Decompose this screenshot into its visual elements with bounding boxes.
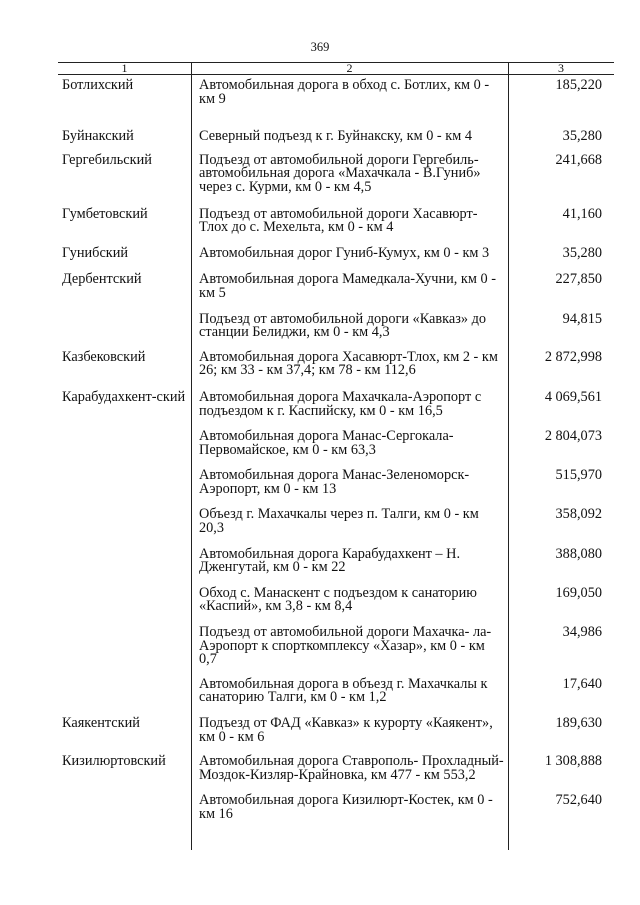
district-cell: Казбековский	[62, 348, 146, 365]
road-cell: Автомобильная дорога Манас-Зеленоморск- Аэропорт, км 0 - км 13	[199, 467, 470, 497]
table-row	[58, 244, 614, 261]
value-cell: 752,640	[555, 792, 602, 809]
value-cell: 35,280	[562, 244, 602, 261]
table-row	[58, 508, 614, 535]
value-cell: 94,815	[562, 310, 602, 327]
table-row	[58, 545, 614, 576]
road-cell: Подъезд от автомобильной дороги Гергебиль- автомобильная дорога «Махачкала - В.Гуниб» через с. Курми, км 0 - км 4,5	[199, 151, 481, 195]
district-cell: Гумбетовский	[62, 205, 148, 222]
table-row	[58, 675, 614, 706]
road-cell: Автомобильная дорога Карабудахкент – Н. Дженгутай, км 0 - км 22	[199, 545, 461, 576]
value-cell: 2 804,073	[544, 428, 602, 445]
road-cell: Подъезд от ФАД «Кавказ» к курорту «Каякент», км 0 - км 6	[199, 715, 493, 745]
value-cell: 227,850	[555, 271, 602, 288]
road-cell: Подъезд от автомобильной дороги Махачка- ла-Аэропорт к спорткомплексу «Хазар», км 0 - км 0,7	[199, 624, 492, 668]
value-cell: 189,630	[555, 715, 602, 731]
district-cell: Дербентский	[62, 271, 142, 288]
road-funding-table	[58, 62, 614, 858]
table-row	[58, 205, 614, 236]
table-row	[58, 469, 614, 496]
value-cell: 17,640	[562, 675, 602, 692]
district-cell: Каякентский	[62, 715, 140, 731]
table-row	[58, 348, 614, 379]
road-cell: Северный подъезд к г. Буйнакску, км 0 - км 4	[199, 128, 472, 145]
table-row	[58, 755, 614, 782]
table-row	[58, 151, 614, 195]
table-row	[58, 794, 614, 821]
road-cell: Автомобильная дорог Гуниб-Кумух, км 0 - км 3	[199, 244, 490, 261]
table-row	[58, 430, 614, 457]
value-cell: 35,280	[562, 128, 602, 145]
table-row	[58, 79, 614, 106]
table-body	[58, 79, 614, 822]
road-cell: Автомобильная дорога Махачкала-Аэропорт с подъездом к г. Каспийску, км 0 - км 16,5	[199, 388, 482, 419]
table-row	[58, 130, 614, 144]
value-cell: 169,050	[555, 584, 602, 601]
value-cell: 41,160	[562, 205, 602, 222]
table-row	[58, 717, 614, 744]
value-cell: 185,220	[555, 77, 602, 93]
district-cell: Ботлихский	[62, 77, 134, 93]
table-row	[58, 584, 614, 615]
value-cell: 388,080	[555, 545, 602, 562]
header-bottom-rule	[58, 74, 614, 75]
value-cell: 34,986	[562, 624, 602, 641]
table-row	[58, 310, 614, 341]
value-cell: 515,970	[555, 467, 602, 484]
road-cell: Автомобильная дорога Мамедкала-Хучни, км 0 - км 5	[199, 271, 496, 301]
road-cell: Автомобильная дорога Хасавюрт-Тлох, км 2 - км 26; км 33 - км 37,4; км 78 - км 112,6	[199, 348, 498, 379]
district-cell: Кизилюртовский	[62, 753, 166, 770]
value-cell: 358,092	[555, 506, 602, 523]
column-header-1: 1	[121, 61, 128, 75]
road-cell: Подъезд от автомобильной дороги Хасавюрт- Тлох до с. Мехельта, км 0 - км 4	[199, 205, 478, 236]
road-cell: Подъезд от автомобильной дороги «Кавказ» до станции Белиджи, км 0 - км 4,3	[199, 310, 487, 341]
road-cell: Автомобильная дорога Ставрополь- Прохладный-Моздок-Кизляр-Крайновка, км 477 - км 553,2	[199, 753, 504, 783]
table-row	[58, 273, 614, 300]
district-cell: Гергебильский	[62, 151, 152, 168]
road-cell: Обход с. Манаскент с подъездом к санаторию «Каспий», км 3,8 - км 8,4	[199, 584, 477, 615]
column-header-2: 2	[346, 61, 353, 75]
value-cell: 1 308,888	[544, 753, 602, 770]
road-cell: Автомобильная дорога Кизилюрт-Костек, км 0 - км 16	[199, 792, 493, 822]
road-cell: Объезд г. Махачкалы через п. Талги, км 0 - км 20,3	[199, 506, 479, 537]
district-cell: Гунибский	[62, 244, 129, 261]
district-cell: Карабудахкент-ский	[62, 388, 186, 405]
value-cell: 241,668	[555, 151, 602, 168]
table-row	[58, 388, 614, 419]
road-cell: Автомобильная дорога Манас-Сергокала- Первомайское, км 0 - км 63,3	[199, 428, 454, 458]
value-cell: 4 069,561	[544, 388, 602, 405]
column-header-3: 3	[558, 61, 564, 75]
road-cell: Автомобильная дорога в обход с. Ботлих, км 0 - км 9	[199, 77, 490, 107]
district-cell: Буйнакский	[62, 128, 134, 145]
road-cell: Автомобильная дорога в объезд г. Махачкалы к санаторию Талги, км 0 - км 1,2	[199, 675, 488, 706]
page-number: 369	[310, 40, 330, 54]
value-cell: 2 872,998	[544, 348, 602, 365]
table-row	[58, 626, 614, 667]
